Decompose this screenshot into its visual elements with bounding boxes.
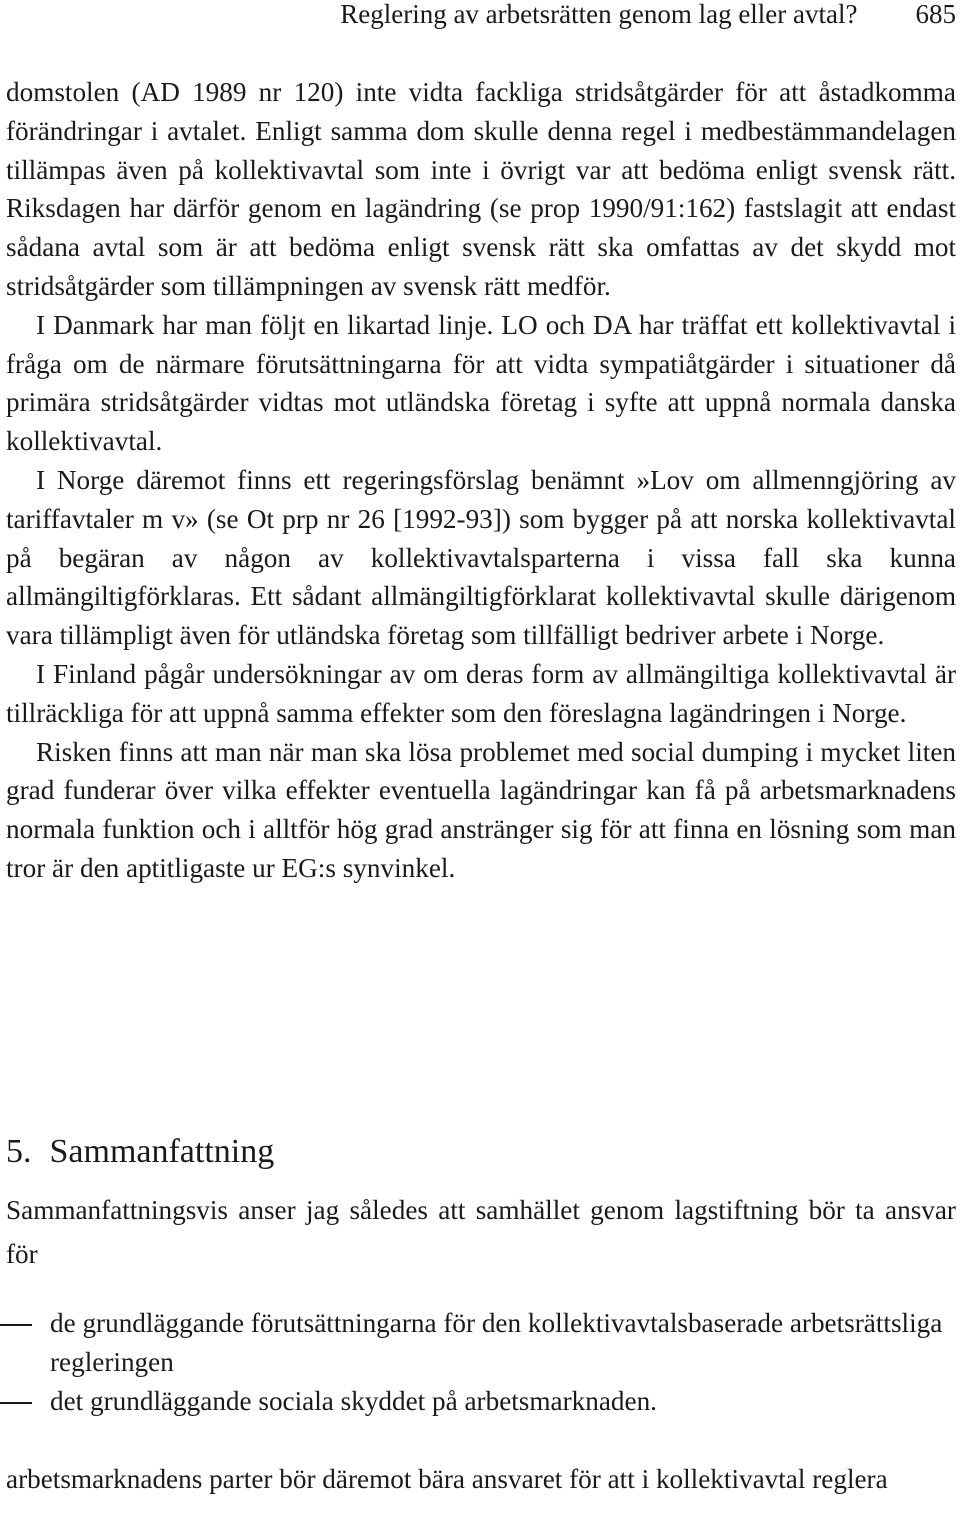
section-title: Sammanfattning <box>49 1133 275 1170</box>
closing-paragraph <box>6 1460 956 1498</box>
page-number: 685 <box>915 0 956 29</box>
paragraph-continuation: domstolen (AD 1989 nr 120) inte vidta fackliga stridsåtgärder för att åstadkomma förändringar i avtalet. Enligt samma dom skulle denna regel i medbestämmandelagen tillämpas även på kollektivavtal som inte i övrigt var att bedöma enligt svensk rätt. Riksdagen har därför genom en lagändring (se prop 1990/91:162) fastslagit att endast sådana avtal som är att bedöma enligt svensk rätt ska omfattas av det skydd mot stridsåtgärder som tillämpningen av svensk rätt medför. <box>6 77 956 301</box>
running-head-title: Reglering av arbetsrätten genom lag eller avtal? <box>340 0 858 29</box>
paragraph-finland: I Finland pågår undersökningar av om deras form av allmängiltiga kollektivavtal är tillräckliga för att uppnå samma effekter som den föreslagna lagändringen i Norge. <box>6 658 956 728</box>
paragraph-risk: Risken finns att man när man ska lösa problemet med social dumping i mycket liten grad funderar över vilka effekter eventuella lagändringar kan få på arbetsmarknadens normala funktion och i alltför hög grad anstränger sig för att finna en lösning som man tror är den aptitligaste ur EG:s synvinkel. <box>6 736 956 883</box>
paragraph-denmark: I Danmark har man följt en likartad linje. LO och DA har träffat ett kollektivavtal i fråga om de närmare förutsättningarna för att vidta sympatiåtgärder i situationer då primära stridsåtgärder vidtas mot utländska företag i syfte att uppnå normala danska kollektivavtal. <box>6 309 956 457</box>
list-item <box>6 1304 956 1382</box>
list-item-text: de grundläggande förutsättningarna för den kollektivavtalsbaserade arbetsrättsliga regleringen <box>50 1308 943 1377</box>
list-item-text: det grundläggande sociala skyddet på arbetsmarknaden. <box>50 1386 657 1416</box>
closing-text: arbetsmarknadens parter bör däremot bära ansvaret för att i kollektivavtal reglera <box>6 1464 888 1494</box>
running-head <box>340 0 956 32</box>
section-number: 5. <box>6 1133 32 1170</box>
list-item <box>6 1382 956 1421</box>
body-text <box>6 73 956 888</box>
summary-list <box>6 1304 956 1421</box>
paragraph-norway: I Norge däremot finns ett regeringsförslag benämnt »Lov om allmenngjöring av tariffavtaler m v» (se Ot prp nr 26 [1992-93]) som bygger på att norska kollektivavtal på begäran av någon av kollektivavtalsparterna i vissa fall ska kunna allmängiltigförklaras. Ett sådant allmängiltigförklarat kollektivavtal skulle därigenom vara tillämpligt även för utländska företag som tillfälligt bedriver arbete i Norge. <box>6 464 956 651</box>
summary-intro-text: Sammanfattningsvis anser jag således att samhället genom lagstiftning bör ta ansvar för <box>6 1195 956 1269</box>
summary-intro <box>6 1188 956 1276</box>
section-heading <box>6 1130 274 1174</box>
